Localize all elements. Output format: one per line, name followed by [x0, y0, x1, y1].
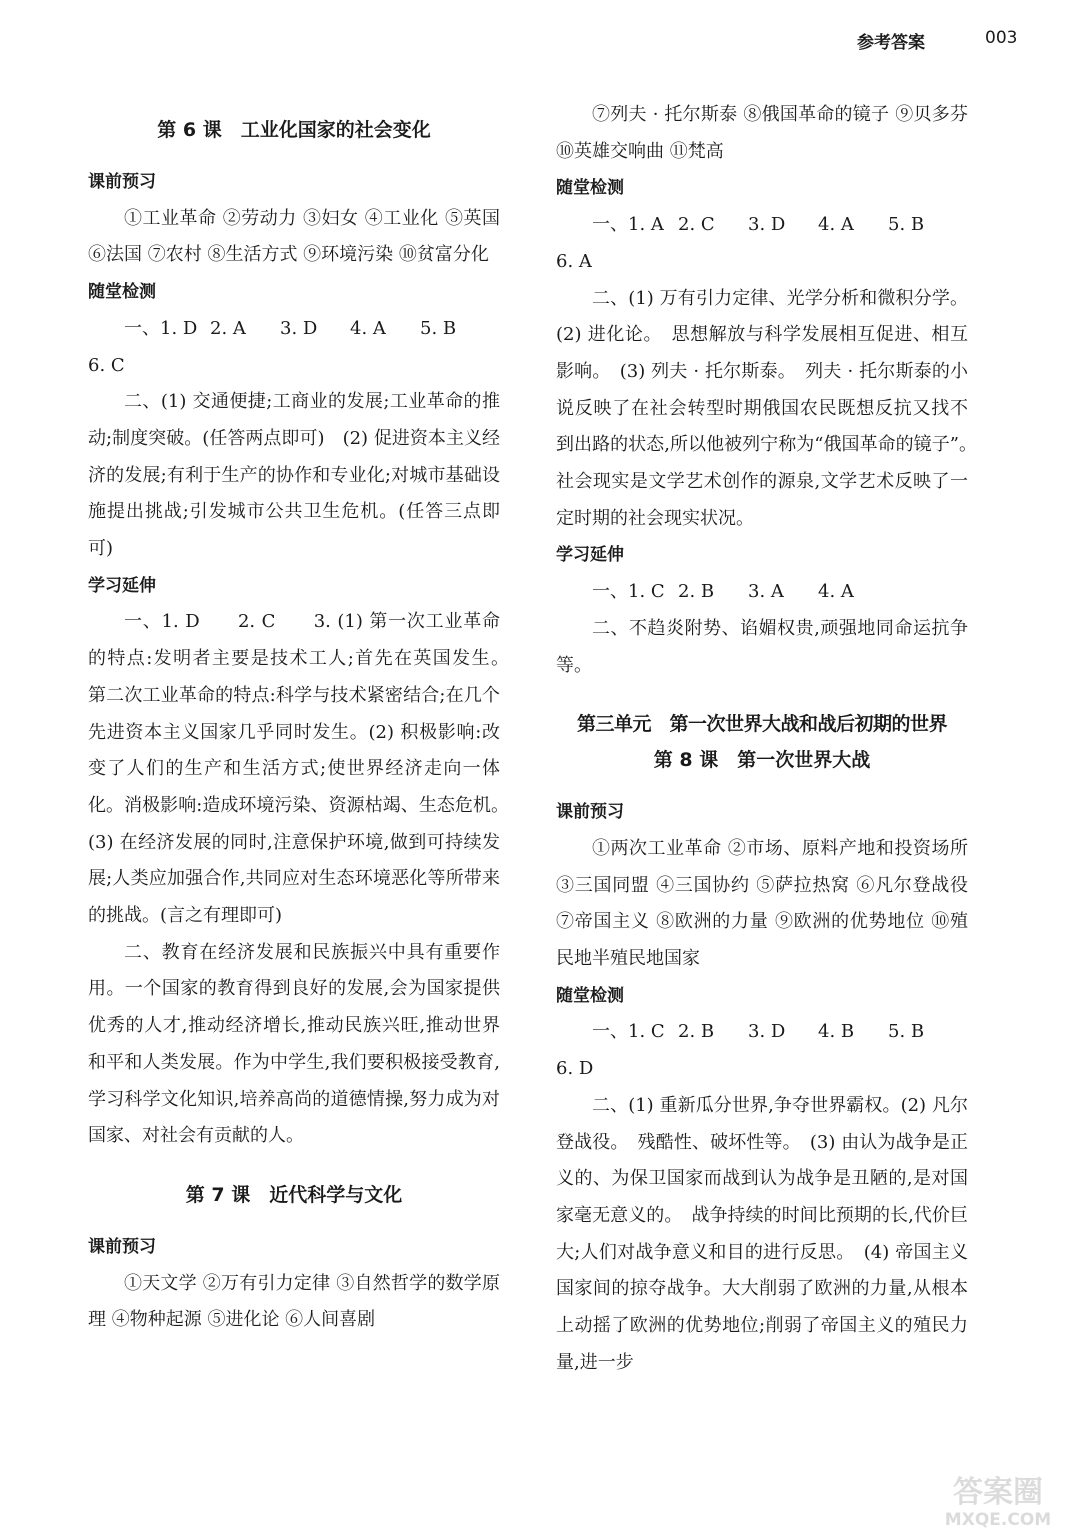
l7-check-mcq-extra: 6. A: [556, 250, 592, 272]
lesson-7-title: 第 7 课 近代科学与文化: [185, 1183, 403, 1206]
l7-check-q2: 二、(1) 万有引力定律、光学分析和微积分学。(2) 进化论。 思想解放与科学发展相互促进、相互影响。 (3) 列夫 · 托尔斯泰。 列夫 · 托尔斯泰的小说反映了在社会转型时期俄国农民既想反抗又找不到出路的状态,所以他被列宁称为“俄国革命的镜子”。 社会现实是文学艺术创作的源泉,文学艺术反映了一定时期的社会现实状况。: [556, 287, 986, 529]
l8-preview-text: ①两次工业革命 ②市场、原料产地和投资场所 ③三国同盟 ④三国协约 ⑤萨拉热窝 ⑥凡尔登战役 ⑦帝国主义 ⑧欧洲的力量 ⑨欧洲的优势地位 ⑩殖民地半殖民地国家: [556, 837, 968, 970]
watermark-text: 答案圈: [953, 1475, 1043, 1510]
mcq-answer: 2. C: [678, 214, 715, 236]
l7-preview-heading: 课前预习: [88, 1236, 156, 1257]
l6-ext-heading: 学习延伸: [88, 575, 156, 596]
lesson-6-title: 第 6 课 工业化国家的社会变化: [157, 119, 431, 141]
l7-preview-cont: ⑦列夫 · 托尔斯泰 ⑧俄国革命的镜子 ⑨贝多芬 ⑩英雄交响曲 ⑪梵高: [556, 104, 968, 162]
l7-ext-q2: 二、不趋炎附势、谄媚权贵,顽强地同命运抗争等。: [556, 617, 968, 676]
l6-check-q2: 二、(1) 交通便捷;工商业的发展;工业革命的推动;制度突破。(任答两点即可) (2) 促进资本主义经济的发展;有利于生产的协作和专业化;对城市基础设施提出挑战;引发城市公共卫生危机。(任答三点即可): [88, 391, 500, 560]
l7-ext-mcq: [556, 574, 968, 611]
mcq-answer: 一、1. D: [124, 317, 198, 339]
l7-check-mcq: [556, 207, 968, 244]
right-column: [556, 97, 986, 1382]
l7-preview-text: ①天文学 ②万有引力定律 ③自然哲学的数学原理 ④物种起源 ⑤进化论 ⑥人间喜剧: [88, 1272, 500, 1331]
watermark-logo: [923, 1470, 1073, 1530]
mcq-answer: 一、1. C: [592, 1021, 665, 1043]
mcq-answer: 2. B: [678, 1021, 715, 1043]
l7-check-heading: 随堂检测: [556, 178, 624, 199]
unit-3-title: 第三单元 第一次世界大战和战后初期的世界: [576, 713, 947, 736]
l6-check-mcq: [88, 311, 500, 348]
l8-preview-heading: 课前预习: [556, 802, 624, 823]
l8-check-mcq: [556, 1014, 968, 1051]
l6-preview-text: ①工业革命 ②劳动力 ③妇女 ④工业化 ⑤英国 ⑥法国 ⑦农村 ⑧生活方式 ⑨环境污染 ⑩贫富分化: [88, 207, 500, 266]
mcq-answer: 3. D: [748, 1021, 786, 1043]
l6-ext-q2: 二、教育在经济发展和民族振兴中具有重要作用。一个国家的教育得到良好的发展,会为国家提供优秀的人才,推动经济增长,推动民族兴旺,推动世界和平和人类发展。作为中学生,我们要积极接受教育,学习科学文化知识,培养高尚的道德情操,努力成为对国家、对社会有贡献的人。: [88, 941, 500, 1147]
header-title: 参考答案: [857, 33, 925, 53]
mcq-answer: 一、1. C: [592, 581, 665, 603]
l6-check-mcq-extra: 6. C: [88, 354, 125, 376]
l6-check-heading: 随堂检测: [88, 282, 156, 303]
l6-ext-q1: 一、1. D 2. C 3. (1) 第一次工业革命的特点:发明者主要是技术工人;首先在英国发生。 第二次工业革命的特点:科学与技术紧密结合;在几个先进资本主义国家几乎同时发生。(2) 积极影响:改变了人们的生产和生活方式;使世界经济走向一体化。消极影响:造成环境污染、资源枯竭、生态危机。 (3) 在经济发展的同时,注意保护环境,做到可持续发展;人类应加强合作,共同应对生态环境恶化等所带来的挑战。(言之有理即可): [88, 611, 518, 927]
mcq-answer: 3. D: [748, 214, 786, 236]
mcq-answer: 3. A: [748, 581, 784, 603]
lesson-8-title: 第 8 课 第一次世界大战: [653, 749, 871, 772]
mcq-answer: 5. B: [420, 317, 457, 339]
l8-check-mcq-extra: 6. D: [556, 1058, 594, 1080]
mcq-answer: 4. B: [818, 1021, 855, 1043]
mcq-answer: 5. B: [888, 1021, 925, 1043]
l8-check-heading: 随堂检测: [556, 985, 624, 1006]
l8-check-q2: 二、(1) 重新瓜分世界,争夺世界霸权。(2) 凡尔登战役。 残酷性、破坏性等。 (3) 由认为战争是正义的、为保卫国家而战到认为战争是丑陋的,是对国家毫无意义的。 战争持续的时间比预期的长,代价巨大;人们对战争意义和目的进行反思。 (4) 帝国主义国家间的掠夺战争。大大削弱了欧洲的力量,从根本上动摇了欧洲的优势地位;削弱了帝国主义的殖民力量,进一步: [556, 1094, 968, 1373]
mcq-answer: 2. A: [210, 317, 246, 339]
page-number: 003: [985, 28, 1018, 48]
left-column: [88, 112, 518, 1339]
l7-ext-heading: 学习延伸: [556, 545, 624, 566]
mcq-answer: 一、1. A: [592, 214, 664, 236]
mcq-answer: 2. B: [678, 581, 715, 603]
l6-preview-heading: 课前预习: [88, 172, 156, 192]
mcq-answer: 4. A: [350, 317, 386, 339]
mcq-answer: 4. A: [818, 214, 854, 236]
page-header: [0, 28, 1083, 58]
mcq-answer: 4. A: [818, 581, 854, 603]
mcq-answer: 3. D: [280, 317, 318, 339]
watermark-site: MXQE.COM: [944, 1510, 1052, 1530]
mcq-answer: 5. B: [888, 214, 925, 236]
